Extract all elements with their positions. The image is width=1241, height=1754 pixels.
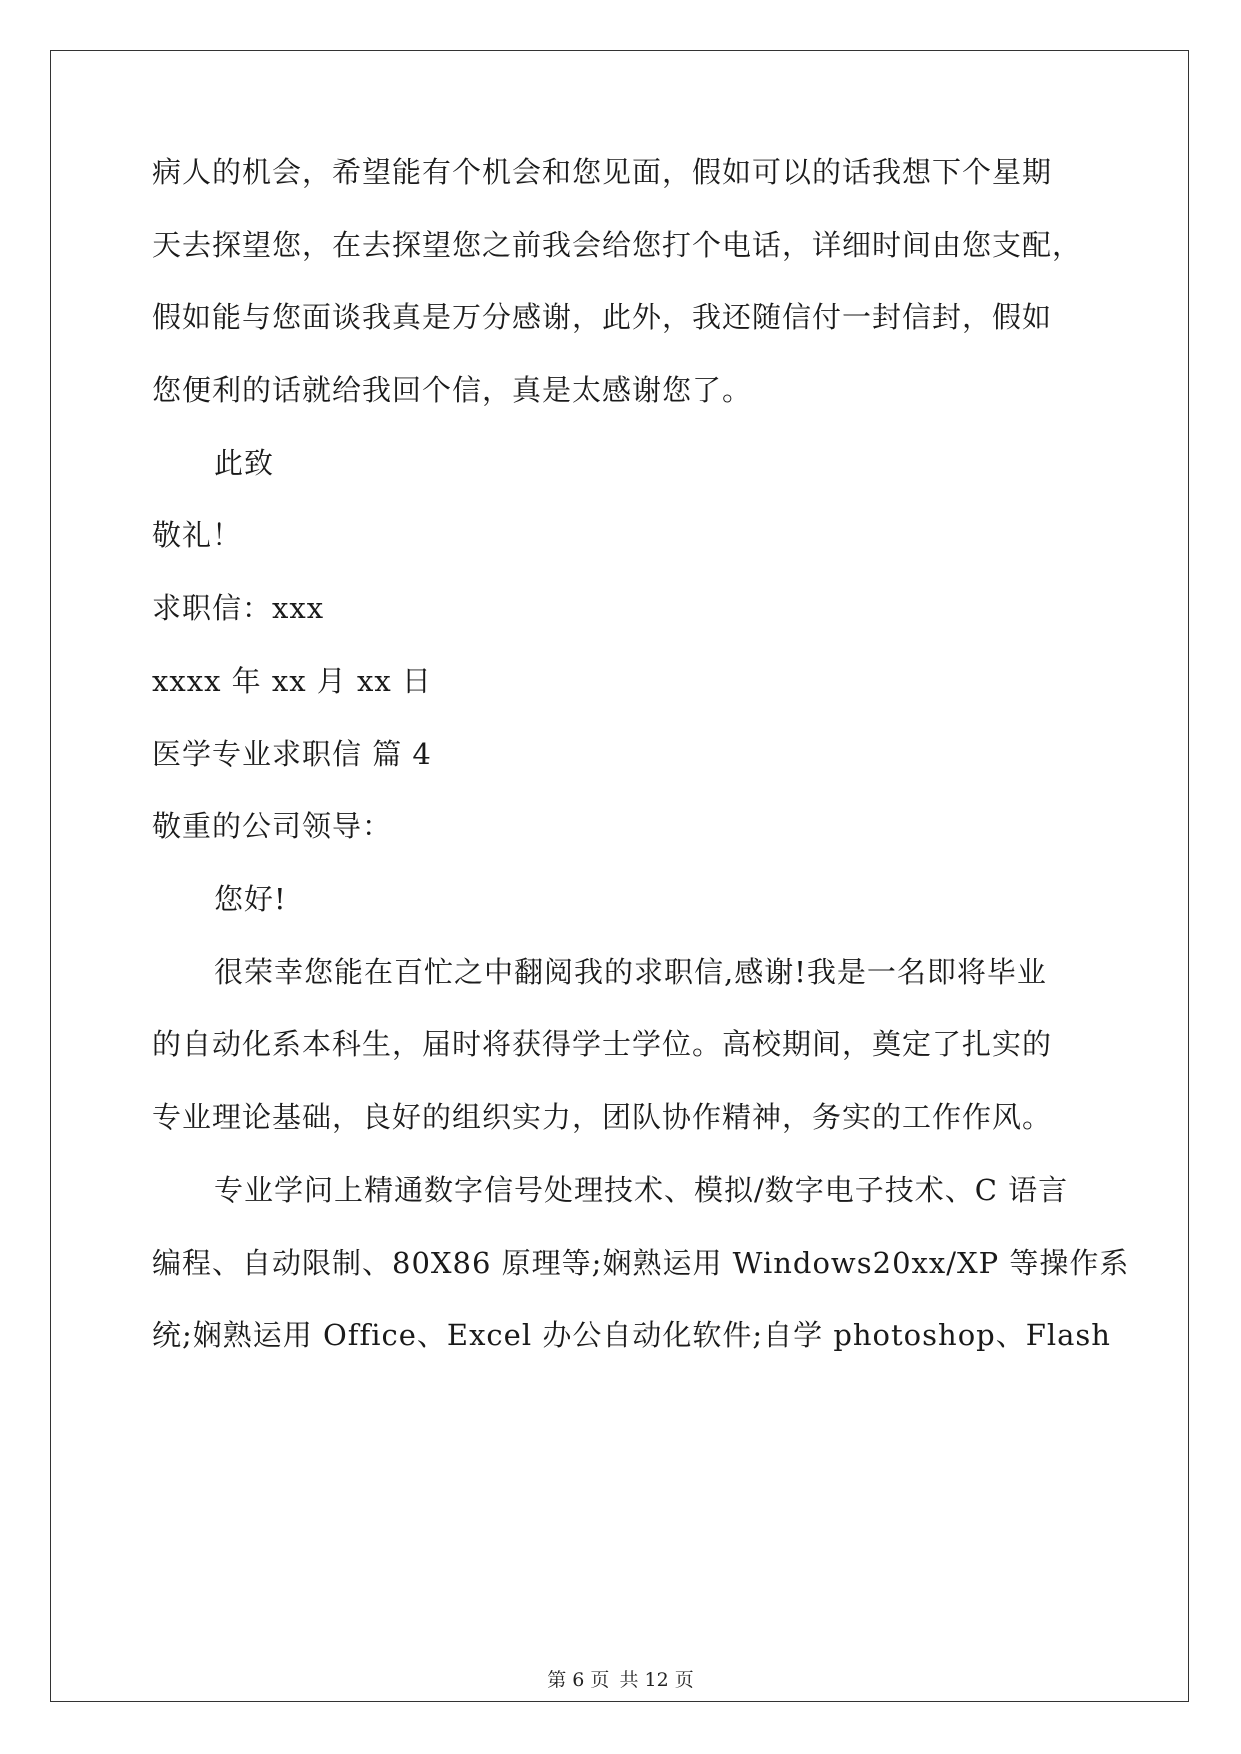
page-total: 共 12 页	[619, 1669, 694, 1691]
signature-line: 求职信：xxx	[152, 591, 325, 625]
page-footer	[0, 1668, 1241, 1692]
text-line: 编程、自动限制、80X86 原理等;娴熟运用 Windows20xx/XP 等操作系	[152, 1246, 1130, 1280]
text-line: 天去探望您，在去探望您之前我会给您打个电话，详细时间由您支配，	[152, 228, 1083, 262]
text-line: 假如能与您面谈我真是万分感谢，此外，我还随信付一封信封，假如	[152, 300, 1053, 334]
text-line: 很荣幸您能在百忙之中翻阅我的求职信,感谢!我是一名即将毕业	[214, 955, 1047, 989]
text-line: 的自动化系本科生，届时将获得学士学位。高校期间，奠定了扎实的	[152, 1027, 1053, 1061]
page-border	[50, 50, 1189, 1702]
text-line: 专业理论基础，良好的组织实力，团队协作精神，务实的工作作风。	[152, 1100, 1053, 1134]
hello-line: 您好!	[214, 882, 287, 916]
text-line: 病人的机会，希望能有个机会和您见面，假如可以的话我想下个星期	[152, 155, 1053, 189]
closing-regards: 敬礼！	[152, 518, 243, 552]
section-heading: 医学专业求职信 篇 4	[152, 737, 432, 771]
closing-salutation: 此致	[214, 446, 275, 480]
text-line: 统;娴熟运用 Office、Excel 办公自动化软件;自学 photoshop、Flash	[152, 1318, 1111, 1352]
text-line: 您便利的话就给我回个信，真是太感谢您了。	[152, 373, 753, 407]
page-number: 第 6 页	[547, 1669, 610, 1691]
greeting-line: 敬重的公司领导：	[152, 809, 393, 843]
text-line: 专业学问上精通数字信号处理技术、模拟/数字电子技术、C 语言	[214, 1173, 1069, 1207]
date-line: xxxx 年 xx 月 xx 日	[152, 664, 432, 698]
